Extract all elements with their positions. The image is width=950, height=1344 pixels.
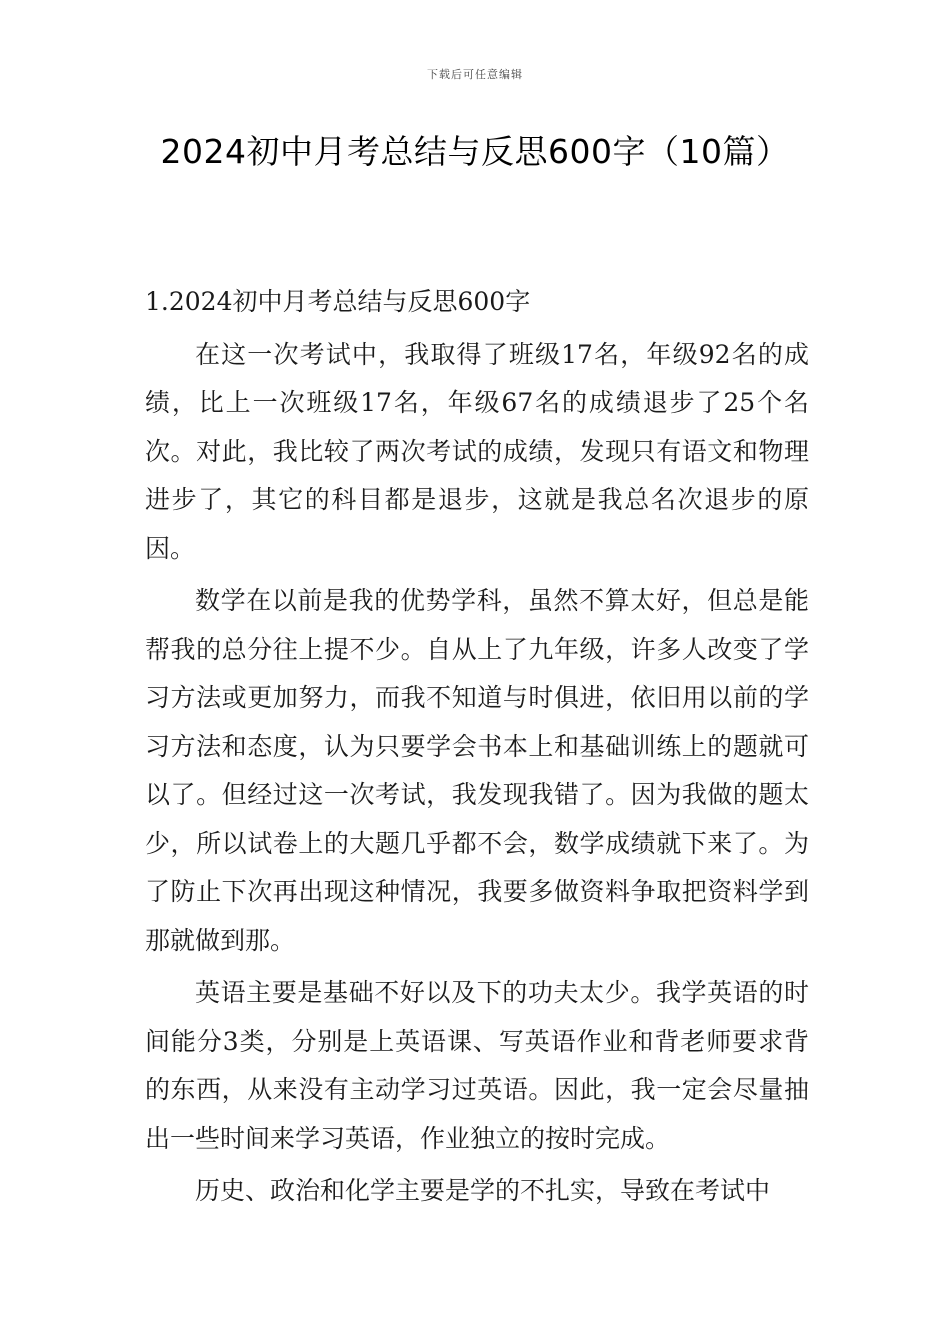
section-heading: 1.2024初中月考总结与反思600字 <box>145 287 531 316</box>
document-title: 2024初中月考总结与反思600字（10篇） <box>160 132 790 171</box>
header-note: 下载后可任意编辑 <box>427 68 523 81</box>
paragraph-1: 在这一次考试中，我取得了班级17名，年级92名的成绩，比上一次班级17名，年级67名的成绩退步了25个名次。对此，我比较了两次考试的成绩，发现只有语文和物理进步了，其它的科目都是退步，这就是我总名次退步的原因。 <box>145 339 809 563</box>
paragraph-4: 历史、政治和化学主要是学的不扎实，导致在考试中 <box>195 1176 771 1205</box>
paragraph-2: 数学在以前是我的优势学科，虽然不算太好，但总是能帮我的总分往上提不少。自从上了九年级，许多人改变了学习方法或更加努力，而我不知道与时俱进，依旧用以前的学习方法和态度，认为只要学会书本上和基础训练上的题就可以了。但经过这一次考试，我发现我错了。因为我做的题太少，所以试卷上的大题几乎都不会，数学成绩就下来了。为了防止下次再出现这种情况，我要多做资料争取把资料学到那就做到那。 <box>145 586 809 955</box>
document-body <box>145 278 809 1220</box>
paragraph-3: 英语主要是基础不好以及下的功夫太少。我学英语的时间能分3类，分别是上英语课、写英语作业和背老师要求背的东西，从来没有主动学习过英语。因此，我一定会尽量抽出一些时间来学习英语，作业独立的按时完成。 <box>145 978 809 1153</box>
